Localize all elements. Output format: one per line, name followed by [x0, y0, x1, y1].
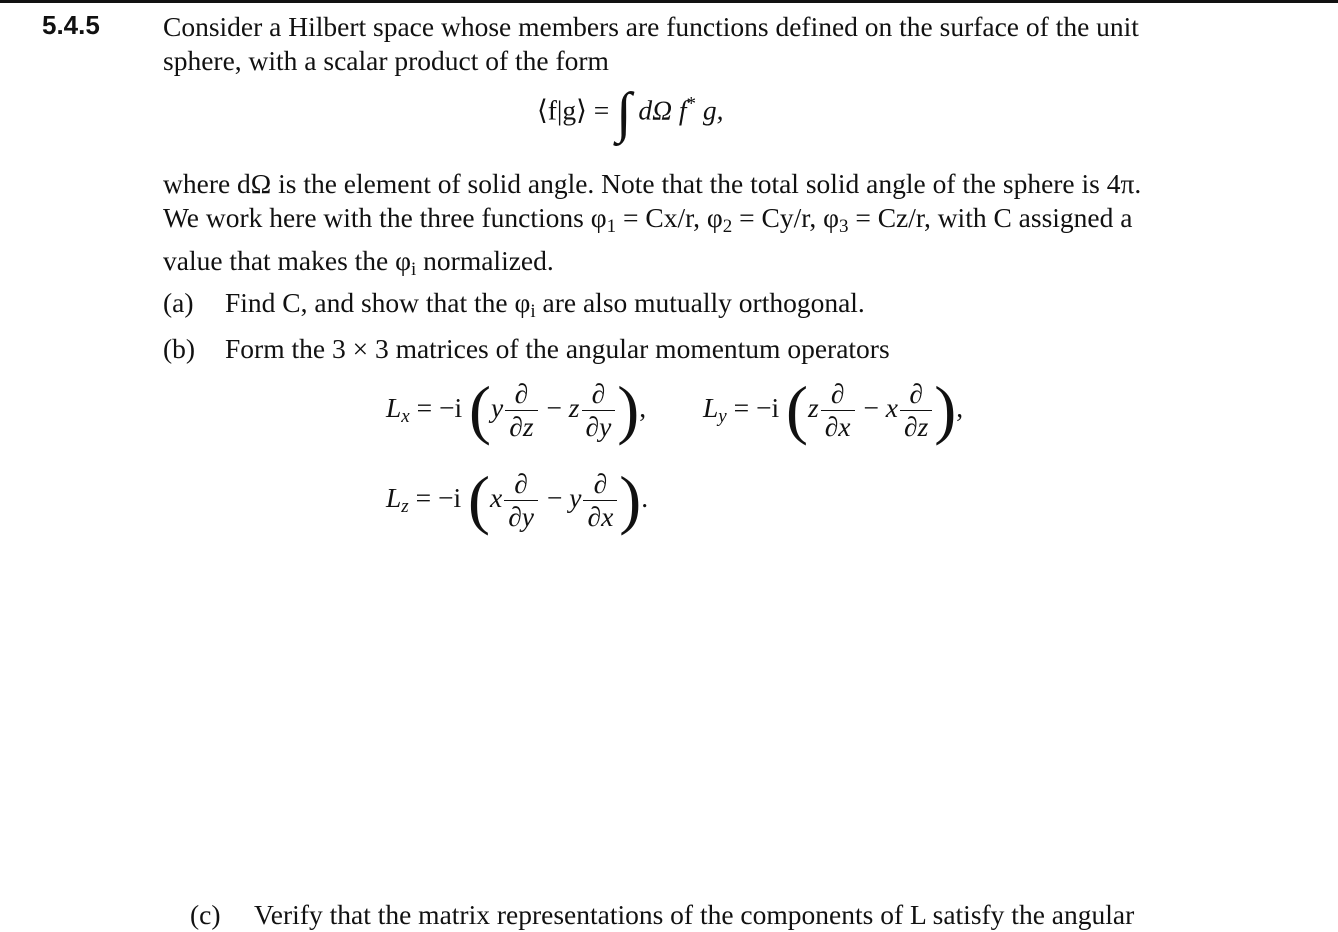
scalar-product-equation: ⟨f|g⟩ = ∫ dΩ f* g,	[537, 82, 724, 144]
top-rule	[0, 0, 1338, 3]
body-paragraph: where dΩ is the element of solid angle. Note that the total solid angle of the sphere is 4π. We work here with the three functions $\varphi_1 = Cx/r$, $\varphi_2 = Cy/r$, $\varphi_3 = Cz/r$, with C assigned a value that makes the $\varphi_i$ normalized.	[163, 168, 1142, 280]
item-a: (a) Find C, and show that the $\varphi_i$ are also mutually orthogonal.	[163, 287, 865, 322]
item-b-label: (b)	[163, 333, 196, 364]
lx-equation: $L_x = -i$ (y $\frac{\partial}{\partial z}$ − z $\frac{\partial}{\partial y}$ ),	[386, 373, 647, 447]
lz-equation: $L_z = -i$ (x $\frac{\partial}{\partial y}$ − y $\frac{\partial}{\partial x}$ ).	[386, 463, 649, 537]
problem-number: 5.4.5	[42, 10, 100, 40]
item-c: (c) Verify that the matrix representations of the components of L satisfy the angular	[190, 899, 1135, 930]
intro-paragraph: Consider a Hilbert space whose members are functions defined on the surface of the unit sphere, with a scalar product of the form	[163, 11, 1139, 76]
item-a-label: (a)	[163, 287, 194, 318]
item-b: (b) Form the 3 × 3 matrices of the angular momentum operators	[163, 333, 890, 364]
item-c-label: (c)	[190, 899, 221, 930]
ly-equation: $L_y = -i$ (z $\frac{\partial}{\partial x}$ − x $\frac{\partial}{\partial z}$ ),	[703, 373, 964, 447]
